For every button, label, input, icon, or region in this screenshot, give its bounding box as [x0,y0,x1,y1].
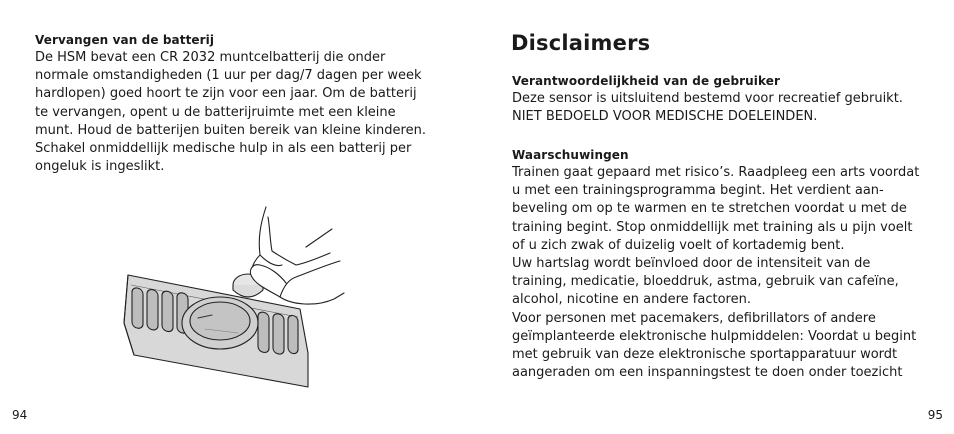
body-line: beveling om op te warmen en te stretchen voordat u met de [512,201,907,217]
body-line: aangeraden om een inspanningstest te doen onder toezicht [512,365,903,381]
body-line: alcohol, nicotine en andere factoren. [512,292,751,308]
page-number-left: 94 [12,408,28,422]
body-line: Schakel onmiddellijk medische hulp in als een batterij per [35,141,412,157]
body-line: Uw hartslag wordt beïnvloed door de intensiteit van de [512,256,871,272]
body-line: u met een trainingsprogramma begint. Het verdient aan- [512,183,884,199]
body-line: Trainen gaat gepaard met risico’s. Raadpleeg een arts voordat [512,165,920,180]
hand-opening-battery-cover-with-coin-illustration [120,205,345,390]
responsibility-body-text [512,90,937,126]
section-title-battery: Vervangen van de batterij [35,33,215,47]
body-line: normale omstandigheden (1 uur per dag/7 dagen per week [35,68,422,84]
body-line: Deze sensor is uitsluitend bestemd voor recreatief gebruikt. [512,91,903,106]
body-line: munt. Houd de batterijen buiten bereik van kleine kinderen. [35,122,426,138]
page-title: Disclaimers [511,31,651,55]
body-line: te vervangen, opent u de batterijruimte met een kleine [35,104,396,120]
battery-replacement-section [35,31,455,176]
warnings-section [512,146,937,382]
body-line: met gebruik van deze elektronische sportapparatuur wordt [512,347,898,363]
right-page [477,0,954,434]
body-line: geïmplanteerde elektronische hulpmiddelen: Voordat u begint [512,328,917,344]
body-line: ongeluk is ingeslikt. [35,159,165,175]
body-line: De HSM bevat een CR 2032 muntcelbatterij die onder [35,50,386,65]
user-responsibility-section [512,72,937,126]
body-line: hardlopen) goed hoort te zijn voor een jaar. Om de batterij [35,86,417,102]
battery-body-text [35,49,455,176]
body-line: training, medicatie, bloeddruk, astma, gebruik van cafeïne, [512,274,899,290]
page-number-right: 95 [927,408,943,422]
section-title-responsibility: Verantwoordelijkheid van de gebruiker [512,74,781,88]
body-line: of u zich zwak of duizelig voelt of kortademig bent. [512,237,845,253]
section-title-warnings: Waarschuwingen [512,148,629,162]
hand-icon [250,207,344,304]
body-line: training begint. Stop onmiddellijk met training als u pijn voelt [512,219,913,235]
warnings-body-text [512,164,937,382]
body-line: Voor personen met pacemakers, defibrillators of andere [512,310,876,326]
body-line: NIET BEDOELD VOOR MEDISCHE DOELEINDEN. [512,109,818,125]
